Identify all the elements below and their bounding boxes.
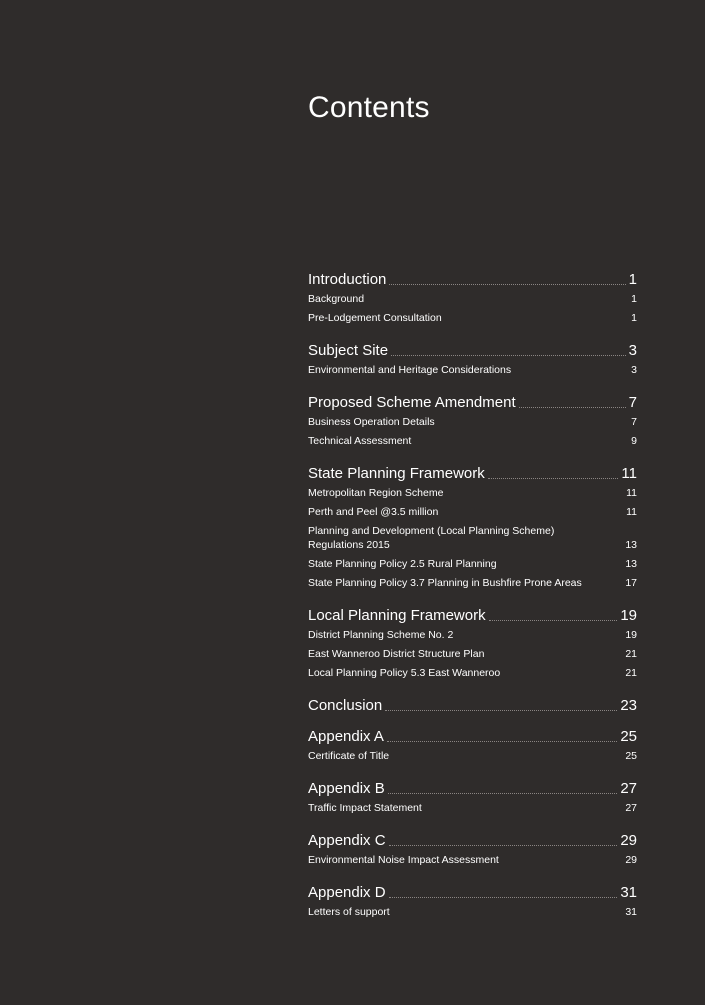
dot-leader [387, 741, 617, 742]
section-page-number: 25 [620, 728, 637, 745]
toc-section [308, 391, 637, 451]
toc-section-heading[interactable] [308, 829, 637, 849]
entry-title: Environmental Noise Impact Assessment [308, 854, 499, 866]
toc-entry[interactable] [308, 747, 637, 766]
dot-leader [385, 710, 617, 711]
toc-entry[interactable] [308, 413, 637, 432]
toc-entry[interactable] [308, 432, 637, 451]
section-title: Proposed Scheme Amendment [308, 394, 516, 411]
entry-title: State Planning Policy 3.7 Planning in Bushfire Prone Areas [308, 577, 582, 589]
toc-entry[interactable] [308, 574, 637, 593]
section-page-number: 19 [620, 607, 637, 624]
toc-entry[interactable] [308, 645, 637, 664]
section-page-number: 11 [621, 465, 637, 482]
dot-leader [388, 793, 618, 794]
toc-section-heading[interactable] [308, 694, 637, 714]
dot-leader [391, 355, 626, 356]
toc-section [308, 725, 637, 766]
dot-leader [519, 407, 626, 408]
section-title: Local Planning Framework [308, 607, 486, 624]
entry-title: District Planning Scheme No. 2 [308, 629, 454, 641]
section-page-number: 7 [628, 394, 637, 411]
section-page-number: 1 [628, 271, 637, 288]
dot-leader [488, 478, 619, 479]
entry-page-number: 27 [625, 802, 637, 814]
toc-section [308, 339, 637, 380]
entry-page-number: 3 [631, 364, 637, 376]
toc-entry[interactable] [308, 309, 637, 328]
toc-entry[interactable] [308, 484, 637, 503]
section-title: Appendix B [308, 780, 385, 797]
toc-section [308, 829, 637, 870]
toc-section-heading[interactable] [308, 339, 637, 359]
toc-section-heading[interactable] [308, 725, 637, 745]
entry-title: Metropolitan Region Scheme [308, 487, 444, 499]
toc-entry[interactable] [308, 361, 637, 380]
entry-title: Perth and Peel @3.5 million [308, 506, 439, 518]
toc-section [308, 777, 637, 818]
toc-section-heading[interactable] [308, 391, 637, 411]
toc-section [308, 462, 637, 593]
toc-section-heading[interactable] [308, 777, 637, 797]
toc-section [308, 604, 637, 683]
entry-page-number: 1 [631, 293, 637, 305]
entry-page-number: 9 [631, 435, 637, 447]
dot-leader [489, 620, 618, 621]
toc-section [308, 881, 637, 922]
entry-title: Technical Assessment [308, 435, 412, 447]
section-page-number: 31 [620, 884, 637, 901]
dot-leader [389, 284, 625, 285]
page-title: Contents [308, 91, 430, 124]
entry-page-number: 25 [625, 750, 637, 762]
section-title: Subject Site [308, 342, 389, 359]
entry-title: State Planning Policy 2.5 Rural Planning [308, 558, 497, 570]
entry-title: Environmental and Heritage Considerations [308, 364, 512, 376]
toc-entry[interactable] [308, 522, 637, 555]
section-page-number: 29 [620, 832, 637, 849]
entry-page-number: 13 [625, 539, 637, 551]
toc-entry[interactable] [308, 626, 637, 645]
entry-title: Letters of support [308, 906, 390, 918]
entry-page-number: 17 [625, 577, 637, 589]
entry-title: Background [308, 293, 365, 305]
entry-page-number: 21 [625, 667, 637, 679]
entry-page-number: 13 [625, 558, 637, 570]
toc-section-heading[interactable] [308, 604, 637, 624]
section-page-number: 3 [628, 342, 637, 359]
section-title: Introduction [308, 271, 387, 288]
entry-page-number: 11 [626, 487, 637, 499]
entry-page-number: 11 [626, 506, 637, 518]
entry-title: Pre-Lodgement Consultation [308, 312, 442, 324]
toc-entry[interactable] [308, 290, 637, 309]
entry-title: Planning and Development (Local Planning Scheme) Regulations 2015 [308, 525, 555, 551]
section-title: State Planning Framework [308, 465, 485, 482]
toc-entry[interactable] [308, 903, 637, 922]
entry-page-number: 1 [631, 312, 637, 324]
toc-entry[interactable] [308, 799, 637, 818]
section-page-number: 23 [620, 697, 637, 714]
section-title: Appendix D [308, 884, 386, 901]
entry-page-number: 19 [625, 629, 637, 641]
toc-section-heading[interactable] [308, 268, 637, 288]
entry-title: Business Operation Details [308, 416, 435, 428]
entry-title: Certificate of Title [308, 750, 390, 762]
toc-entry[interactable] [308, 555, 637, 574]
dot-leader [389, 897, 618, 898]
toc-section-heading[interactable] [308, 881, 637, 901]
table-of-contents [308, 268, 637, 933]
entry-title: Traffic Impact Statement [308, 802, 422, 814]
toc-entry[interactable] [308, 503, 637, 522]
section-title: Appendix A [308, 728, 384, 745]
section-page-number: 27 [620, 780, 637, 797]
entry-title: East Wanneroo District Structure Plan [308, 648, 485, 660]
section-title: Appendix C [308, 832, 386, 849]
section-title: Conclusion [308, 697, 383, 714]
entry-page-number: 7 [631, 416, 637, 428]
entry-page-number: 21 [625, 648, 637, 660]
toc-entry[interactable] [308, 851, 637, 870]
dot-leader [389, 845, 618, 846]
entry-title: Local Planning Policy 5.3 East Wanneroo [308, 667, 501, 679]
entry-page-number: 31 [625, 906, 637, 918]
toc-section [308, 268, 637, 328]
toc-entry[interactable] [308, 664, 637, 683]
toc-section-heading[interactable] [308, 462, 637, 482]
entry-page-number: 29 [625, 854, 637, 866]
toc-section [308, 694, 637, 714]
